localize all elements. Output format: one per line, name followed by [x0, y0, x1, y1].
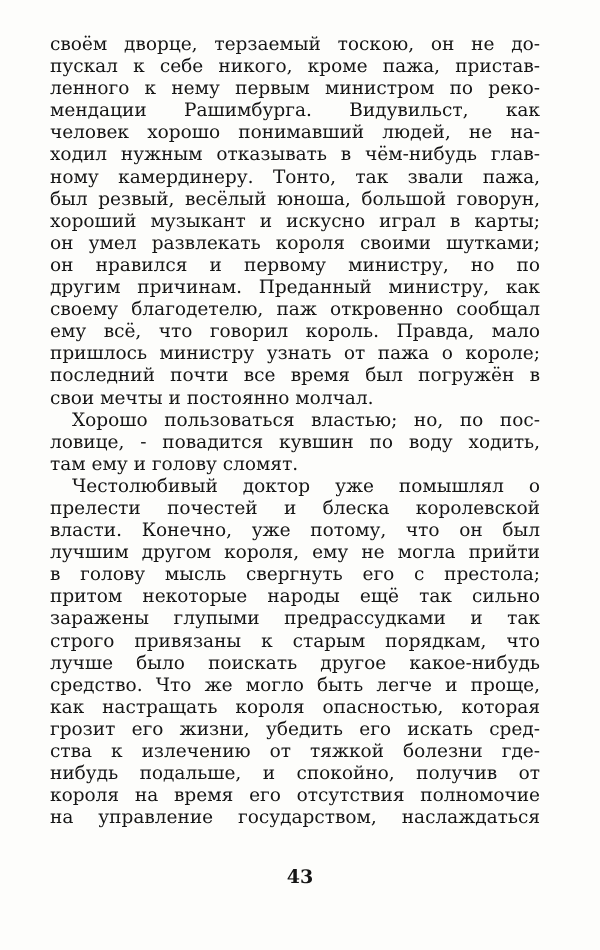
paragraph — [50, 410, 540, 476]
text-line: мендации Рашимбурга. Видувильст, как — [50, 100, 540, 122]
text-line: последний почти все время был погружён в — [50, 365, 540, 387]
text-line: нибудь подальше, и спокойно, получив от — [50, 763, 540, 785]
text-line: ловице, - повадится кувшин по воду ходить, — [50, 431, 540, 453]
text-line: своём дворце, терзаемый тоскою, он не до- — [50, 34, 540, 55]
text-line: ному камердинеру. Тонто, так звали пажа, — [50, 166, 540, 188]
text-line: он умел развлекать короля своими шутками; — [50, 232, 540, 254]
text-line: ства к излечению от тяжкой болезни где- — [50, 741, 540, 762]
text-line: своему благодетелю, паж откровенно сообщал — [50, 299, 540, 321]
paragraph — [50, 34, 540, 410]
text-line: средство. Что же могло быть легче и проще, — [50, 674, 540, 696]
page-number: 43 — [286, 866, 314, 888]
text-line: ходил нужным отказывать в чём-нибудь глав- — [50, 144, 540, 166]
text-line: человек хорошо понимавший людей, не на- — [50, 122, 540, 144]
body-text — [50, 34, 540, 829]
text-line: ленного к нему первым министром по реко- — [50, 78, 540, 100]
text-line: пришлось министру узнать от пажа о короле; — [50, 343, 540, 365]
text-line: пускал к себе никого, кроме пажа, пристав- — [50, 56, 540, 78]
text-line: Хорошо пользоваться властью; но, по пос- — [72, 409, 540, 431]
text-line: он нравился и первому министру, но по — [50, 254, 540, 276]
text-line: как настращать короля опасностью, которая — [50, 696, 540, 718]
text-line: прелести почестей и блеска королевской — [50, 497, 540, 519]
text-line: короля на время его отсутствия полномочие — [50, 785, 540, 807]
text-line: в голову мысль свергнуть его с престола; — [50, 564, 540, 586]
text-line: там ему и голову сломят. — [50, 453, 299, 475]
text-line: грозит его жизни, убедить его искать сред- — [50, 718, 540, 740]
text-line: лучше было поискать другое какое-нибудь — [50, 652, 540, 674]
text-line: лучшим другом короля, ему не могла прийти — [50, 542, 540, 564]
text-line: на управление государством, наслаждаться — [50, 807, 540, 829]
text-line: притом некоторые народы ещё так сильно — [50, 586, 540, 608]
text-line: Честолюбивый доктор уже помышлял о — [72, 475, 540, 497]
text-line: другим причинам. Преданный министру, как — [50, 277, 540, 299]
paragraph — [50, 476, 540, 830]
text-line: власти. Конечно, уже потому, что он был — [50, 520, 540, 542]
text-line: был резвый, весёлый юноша, большой говорун, — [50, 188, 540, 210]
text-line: ему всё, что говорил король. Правда, мало — [50, 321, 540, 343]
text-line: строго привязаны к старым порядкам, что — [50, 630, 540, 652]
text-line: заражены глупыми предрассудками и так — [50, 608, 540, 630]
text-line: свои мечты и постоянно молчал. — [50, 387, 374, 409]
text-line: хороший музыкант и искусно играл в карты; — [50, 210, 540, 232]
